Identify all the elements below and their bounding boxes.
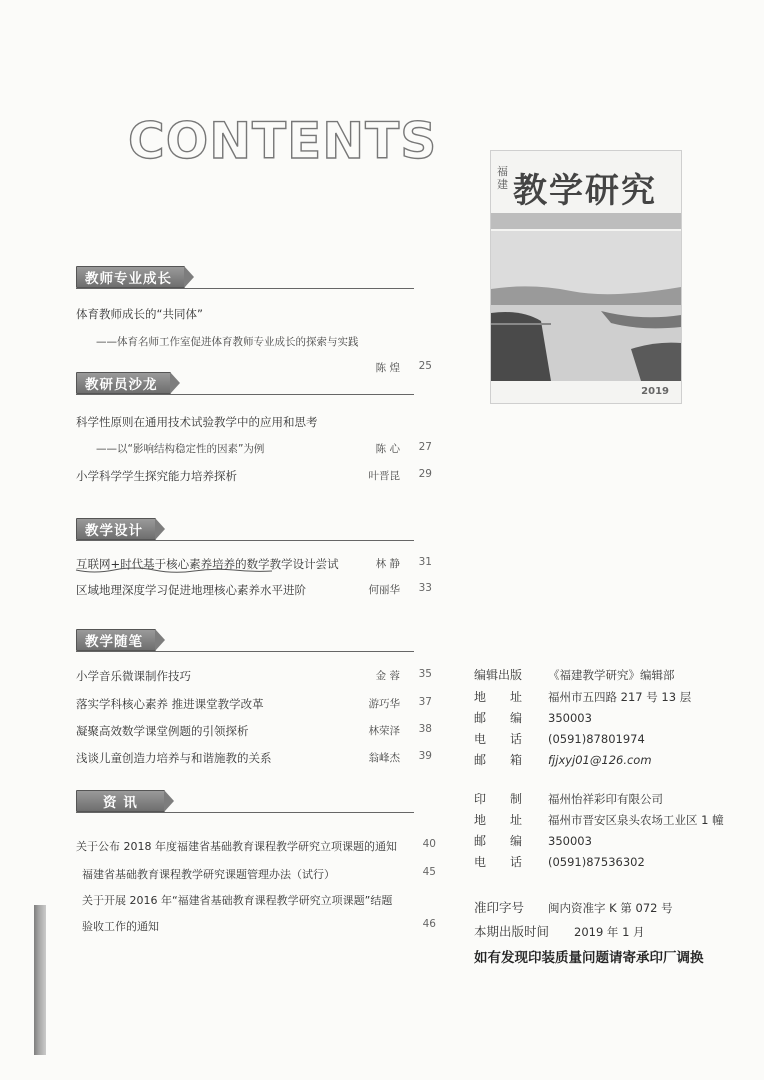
section-header-teaching-design: 教学设计 — [76, 518, 414, 541]
article-row[interactable] — [76, 723, 432, 741]
article-author: 翁峰杰 — [368, 752, 400, 764]
imprint-printer-postcode: 邮 编 350003 — [474, 834, 592, 848]
article-subtitle: ——以“影响结构稳定性的因素”为例 — [96, 443, 265, 455]
section-header-teaching-essays: 教学随笔 — [76, 629, 414, 652]
article-author: 林荣泽 — [368, 725, 400, 737]
article-row-continued[interactable] — [76, 918, 436, 934]
article-page: 29 — [418, 468, 432, 480]
article-subtitle: ——体育名师工作室促进体育教师专业成长的探索与实践 — [96, 336, 359, 348]
article-title: 区域地理深度学习促进地理核心素养水平进阶 — [76, 583, 306, 597]
article-title: 凝聚高效数学课堂例题的引领探析 — [76, 724, 249, 738]
imprint-printer: 印 制 福州怡祥彩印有限公司 — [474, 792, 663, 806]
article-row[interactable] — [76, 582, 432, 600]
article-title: 关于开展 2016 年“福建省基础教育课程教学研究立项课题”结题 — [82, 894, 393, 907]
article-title: 关于公布 2018 年度福建省基础教育课程教学研究立项课题的通知 — [76, 840, 397, 853]
imprint-editor: 编辑出版 《福建教学研究》编辑部 — [474, 668, 675, 682]
article-page: 35 — [418, 668, 432, 680]
article-author: 何丽华 — [368, 584, 400, 596]
article-row[interactable] — [76, 468, 432, 486]
imprint-phone: 电 话 (0591)87801974 — [474, 732, 645, 746]
scan-edge-shadow — [34, 905, 46, 1055]
imprint-postcode: 邮 编 350003 — [474, 711, 592, 725]
article-title-continued: 验收工作的通知 — [82, 920, 159, 933]
imprint-email: 邮 箱 fjjxyj01@126.com — [474, 753, 652, 767]
article-row[interactable] — [76, 892, 436, 908]
page-title: CONTENTS — [128, 112, 438, 170]
article-author: 林 静 — [375, 558, 400, 570]
journal-cover — [490, 150, 682, 404]
article-page: 39 — [418, 750, 432, 762]
imprint-address: 地 址 福州市五四路 217 号 13 层 — [474, 690, 692, 704]
article-page: 25 — [418, 360, 432, 372]
cover-landscape-image — [491, 231, 681, 381]
article-title: 科学性原则在通用技术试验教学中的应用和思考 — [76, 415, 318, 429]
imprint-notice: 如有发现印装质量问题请寄承印厂调换 — [474, 950, 704, 966]
article-title: 浅谈儿童创造力培养与和谐施教的关系 — [76, 751, 272, 765]
article-title: 福建省基础教育课程教学研究课题管理办法（试行） — [82, 868, 335, 881]
article-author: 陈 煌 — [375, 362, 400, 374]
handwritten-underline — [74, 566, 274, 574]
article-page: 27 — [418, 441, 432, 453]
article-title: 落实学科核心素养 推进课堂教学改革 — [76, 697, 264, 711]
article-page: 38 — [418, 723, 432, 735]
article-page: 31 — [418, 556, 432, 568]
article-subtitle-row — [76, 441, 432, 459]
article-row[interactable] — [76, 838, 436, 854]
cover-brand: 教学研究 — [513, 171, 657, 211]
article-row[interactable] — [76, 668, 432, 686]
article-page: 33 — [418, 582, 432, 594]
article-page: 46 — [422, 918, 436, 930]
article-subtitle-row — [76, 334, 432, 352]
article-title: 互联网+时代基于核心素养培养的数学教学设计尝试 — [76, 557, 339, 571]
article-author: 游巧华 — [368, 698, 400, 710]
article-row[interactable] — [76, 414, 432, 432]
article-row[interactable] — [76, 306, 432, 324]
article-page: 37 — [418, 696, 432, 708]
section-header-researcher-salon: 教研员沙龙 — [76, 372, 414, 395]
section-header-teacher-growth: 教师专业成长 — [76, 266, 414, 289]
article-author: 叶晋昆 — [368, 470, 400, 482]
imprint-permit: 准印字号 闽内资准字 K 第 072 号 — [474, 900, 673, 915]
article-row[interactable] — [76, 696, 432, 714]
cover-year: 2019 — [641, 386, 669, 397]
article-title: 体育教师成长的“共同体” — [76, 307, 203, 321]
article-row[interactable] — [76, 866, 436, 882]
article-title: 小学科学学生探究能力培养探析 — [76, 469, 237, 483]
article-row[interactable] — [76, 750, 432, 768]
article-author: 陈 心 — [375, 443, 400, 455]
imprint-date: 本期出版时间 2019 年 1 月 — [474, 924, 645, 939]
imprint-printer-phone: 电 话 (0591)87536302 — [474, 855, 645, 869]
article-author: 金 蓉 — [375, 670, 400, 682]
section-header-news: 资 讯 — [76, 790, 414, 813]
article-page: 45 — [422, 866, 436, 878]
article-page: 40 — [422, 838, 436, 850]
cover-strip — [491, 213, 681, 229]
imprint-printer-address: 地 址 福州市晋安区泉头农场工业区 1 幢 — [474, 813, 724, 827]
article-title: 小学音乐微课制作技巧 — [76, 669, 191, 683]
cover-province: 福建 — [497, 165, 508, 191]
